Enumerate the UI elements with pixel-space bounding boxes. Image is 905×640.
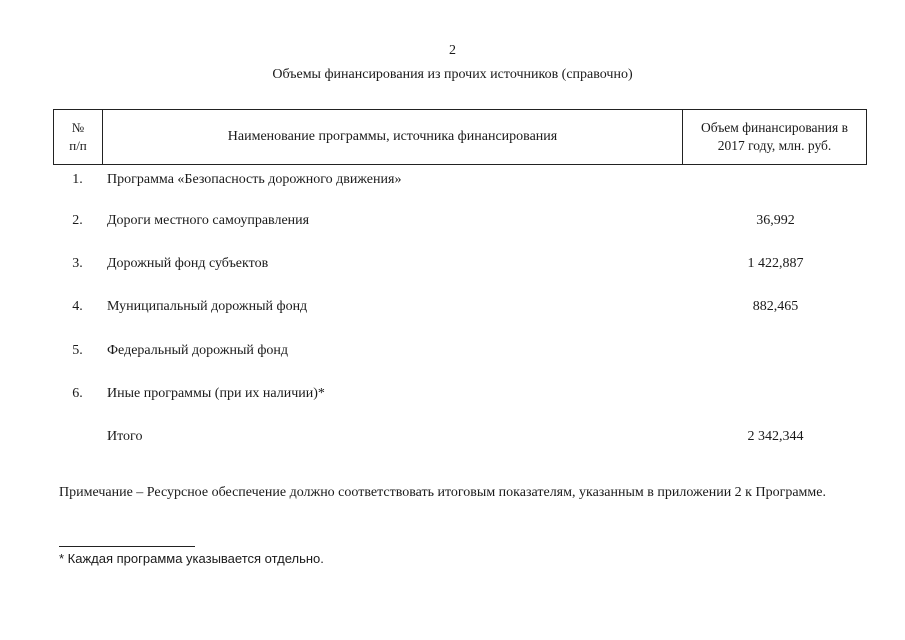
header-number-column: № п/п <box>54 110 103 164</box>
table-row <box>53 343 867 363</box>
row-number: 4. <box>72 299 83 314</box>
footnote: * Каждая программа указывается отдельно. <box>59 551 324 566</box>
row-name: Итого <box>107 429 143 444</box>
row-name: Программа «Безопасность дорожного движения» <box>107 172 402 187</box>
document-title: Объемы финансирования из прочих источников (справочно) <box>272 67 633 82</box>
row-name: Дороги местного самоуправления <box>107 213 310 228</box>
row-value: 1 422,887 <box>747 256 804 271</box>
row-name: Иные программы (при их наличии)* <box>107 386 325 401</box>
table-row-total <box>53 429 867 449</box>
footnote-divider <box>59 546 195 547</box>
header-volume-column: Объем финансирования в 2017 году, млн. руб. <box>701 120 848 153</box>
row-number: 1. <box>72 172 83 187</box>
table-row <box>53 213 867 233</box>
note-paragraph: Примечание – Ресурсное обеспечение должно соответствовать итоговым показателям, указанным в приложении 2 к Программе. <box>59 485 826 500</box>
header-name-column: Наименование программы, источника финансирования <box>103 110 683 164</box>
table-row <box>53 386 867 406</box>
row-name: Дорожный фонд субъектов <box>107 256 269 271</box>
row-name: Муниципальный дорожный фонд <box>107 299 308 314</box>
row-number: 5. <box>72 343 83 358</box>
row-number: 2. <box>72 213 83 228</box>
table-row <box>53 172 867 192</box>
table-row <box>53 299 867 319</box>
row-value: 36,992 <box>756 213 795 228</box>
table-row <box>53 256 867 276</box>
row-name: Федеральный дорожный фонд <box>107 343 289 358</box>
page-number: 2 <box>449 43 456 58</box>
row-number: 3. <box>72 256 83 271</box>
row-value: 882,465 <box>752 299 799 314</box>
row-number: 6. <box>72 386 83 401</box>
table-header <box>53 109 867 165</box>
row-value: 2 342,344 <box>747 429 804 444</box>
